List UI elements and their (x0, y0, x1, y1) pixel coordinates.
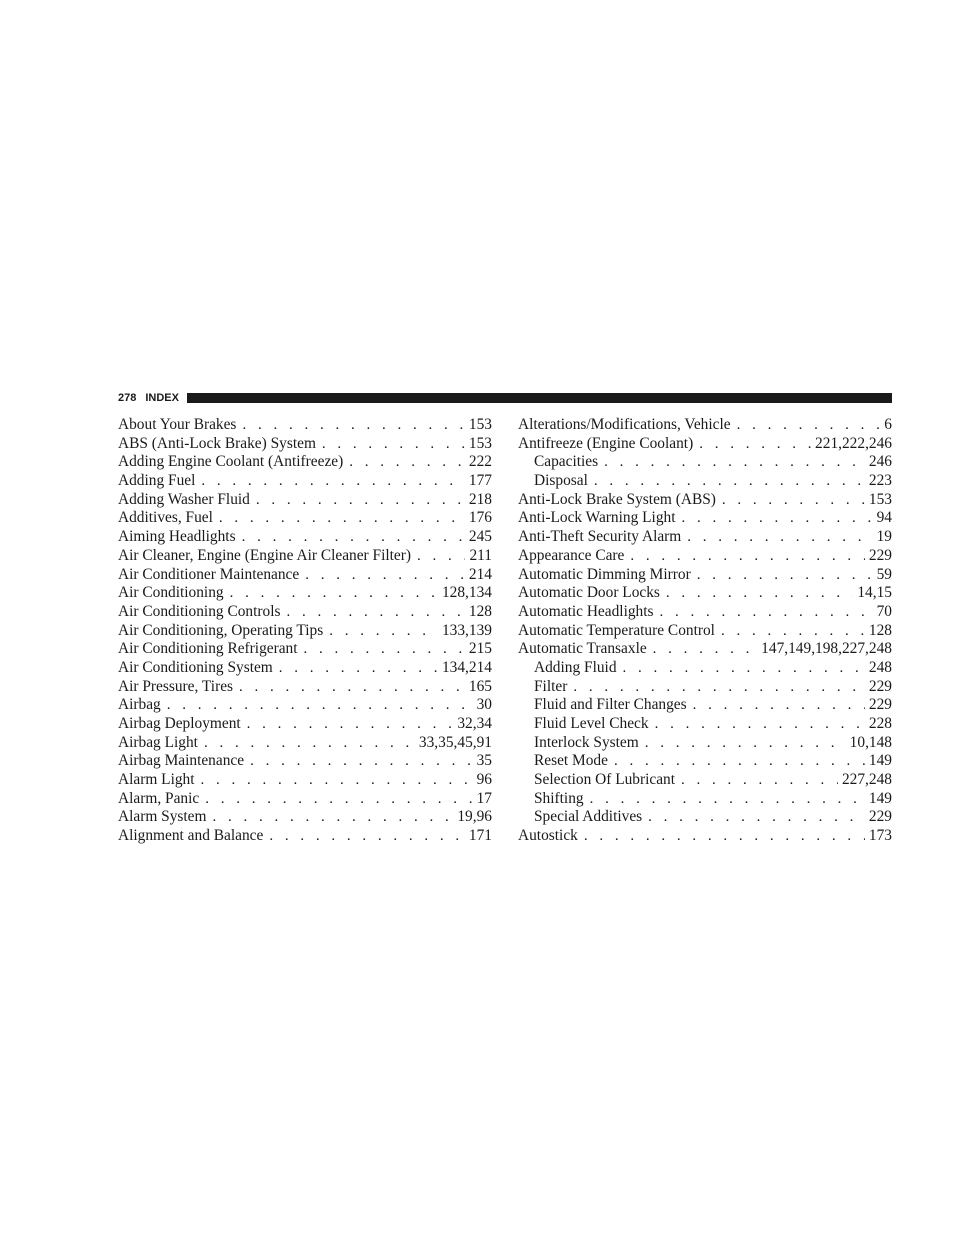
entry-label: Special Additives (534, 808, 643, 826)
dot-leader (239, 678, 465, 697)
entry-label: Appearance Care (518, 546, 625, 564)
page-header (118, 391, 892, 405)
entry-label: Air Conditioning Controls (118, 602, 281, 620)
dot-leader (697, 566, 873, 585)
dot-leader (417, 547, 465, 566)
dot-leader (681, 509, 872, 528)
entry-label: Automatic Temperature Control (518, 621, 715, 639)
page-reference: 171 (468, 827, 492, 845)
index-subentry (518, 678, 892, 697)
dot-leader (304, 640, 465, 659)
index-column-left (118, 416, 492, 846)
entry-label: Air Conditioning Refrigerant (118, 640, 298, 658)
index-subentry (518, 472, 892, 491)
page-reference: 229 (868, 696, 892, 714)
page-reference: 153 (468, 434, 492, 452)
index-entry (118, 509, 492, 528)
index-entry (518, 622, 892, 641)
page-reference: 222 (468, 453, 492, 471)
page-reference: 19,96 (457, 808, 492, 826)
section-title: INDEX (145, 392, 179, 404)
page-reference: 221,222,246 (815, 434, 892, 452)
index-entry (118, 640, 492, 659)
entry-label: Airbag (118, 696, 161, 714)
dot-leader (242, 416, 464, 435)
dot-leader (573, 678, 865, 697)
page-reference: 94 (876, 509, 892, 527)
dot-leader (722, 491, 865, 510)
entry-label: Adding Fluid (534, 658, 617, 676)
page-reference: 70 (876, 602, 892, 620)
entry-label: Antifreeze (Engine Coolant) (518, 434, 694, 452)
dot-leader (230, 584, 438, 603)
page-reference: 153 (468, 416, 492, 433)
entry-label: Alarm System (118, 808, 207, 826)
entry-label: Additives, Fuel (118, 509, 213, 527)
index-subentry (518, 771, 892, 790)
dot-leader (699, 435, 811, 454)
dot-leader (590, 790, 865, 809)
dot-leader (279, 659, 438, 678)
index-entry (118, 734, 492, 753)
index-subentry (518, 734, 892, 753)
index-entry (118, 491, 492, 510)
index-entry (518, 416, 892, 435)
index-subentry (518, 659, 892, 678)
index-entry (118, 622, 492, 641)
page-reference: 128 (868, 621, 892, 639)
dot-leader (204, 734, 415, 753)
index-entry (118, 696, 492, 715)
page-reference: 149 (868, 752, 892, 770)
page-reference: 32,34 (457, 715, 492, 732)
index-entry (118, 566, 492, 585)
entry-label: Air Conditioner Maintenance (118, 565, 300, 583)
page-reference: 176 (468, 509, 492, 527)
entry-label: Alarm, Panic (118, 789, 200, 807)
entry-label: Reset Mode (534, 752, 608, 770)
header-rule (187, 393, 892, 403)
dot-leader (604, 453, 865, 472)
entry-label: Alarm Light (118, 771, 195, 789)
index-entry (118, 584, 492, 603)
dot-leader (247, 715, 454, 734)
dot-leader (286, 603, 464, 622)
page-reference: 215 (468, 640, 492, 658)
dot-leader (737, 416, 881, 435)
page-reference: 173 (868, 827, 892, 845)
dot-leader (614, 752, 865, 771)
dot-leader (648, 808, 865, 827)
index-subentry (518, 453, 892, 472)
dot-leader (681, 771, 838, 790)
index-entry (518, 547, 892, 566)
entry-label: Alterations/Modifications, Vehicle (518, 416, 731, 433)
page-reference: 134,214 (441, 658, 492, 676)
page-reference: 35 (476, 752, 492, 770)
entry-label: Adding Washer Fluid (118, 490, 250, 508)
index-entry (518, 827, 892, 846)
page-reference: 248 (868, 658, 892, 676)
entry-label: Interlock System (534, 733, 639, 751)
page-reference: 6 (884, 416, 892, 433)
dot-leader (205, 790, 472, 809)
entry-label: Selection Of Lubricant (534, 771, 676, 789)
page-number: 278 (118, 392, 137, 404)
dot-leader (653, 640, 758, 659)
page-reference: 165 (468, 677, 492, 695)
index-entry (518, 584, 892, 603)
entry-label: Anti-Theft Security Alarm (518, 528, 682, 546)
entry-label: Filter (534, 677, 568, 695)
dot-leader (213, 808, 454, 827)
entry-label: Air Cleaner, Engine (Engine Air Cleaner Filter) (118, 546, 411, 564)
page-reference: 10,148 (849, 733, 892, 751)
dot-leader (269, 827, 465, 846)
dot-leader (594, 472, 865, 491)
page-reference: 229 (868, 808, 892, 826)
dot-leader (645, 734, 846, 753)
page-reference: 227,248 (841, 771, 892, 789)
page-reference: 218 (468, 490, 492, 508)
entry-label: Fluid and Filter Changes (534, 696, 687, 714)
entry-label: Airbag Maintenance (118, 752, 245, 770)
dot-leader (687, 528, 872, 547)
entry-label: Air Conditioning (118, 584, 224, 602)
index-entry (118, 453, 492, 472)
index-entry (518, 603, 892, 622)
entry-label: Automatic Door Locks (518, 584, 660, 602)
page-reference: 246 (868, 453, 892, 471)
dot-leader (167, 696, 473, 715)
page-reference: 96 (476, 771, 492, 789)
entry-label: Autostick (518, 827, 578, 845)
page-reference: 228 (868, 715, 892, 732)
dot-leader (201, 771, 473, 790)
entry-label: Automatic Headlights (518, 602, 654, 620)
index-entry (518, 528, 892, 547)
dot-leader (305, 566, 465, 585)
page-reference: 149 (868, 789, 892, 807)
page-reference: 59 (876, 565, 892, 583)
dot-leader (219, 509, 465, 528)
page-reference: 128,134 (441, 584, 492, 602)
page-reference: 128 (468, 602, 492, 620)
index-entry (118, 752, 492, 771)
page-reference: 229 (868, 546, 892, 564)
page-reference: 30 (476, 696, 492, 714)
index-entry (118, 472, 492, 491)
index-entry (118, 715, 492, 734)
page-reference: 229 (868, 677, 892, 695)
index-entry (518, 435, 892, 454)
index-subentry (518, 696, 892, 715)
dot-leader (329, 622, 438, 641)
dot-leader (349, 453, 465, 472)
index-entry (118, 435, 492, 454)
index-entry (118, 678, 492, 697)
index-entry (118, 416, 492, 435)
page-reference: 14,15 (857, 584, 892, 602)
dot-leader (693, 696, 865, 715)
page-reference: 147,149,198,227,248 (761, 640, 892, 658)
entry-label: Adding Engine Coolant (Antifreeze) (118, 453, 344, 471)
dot-leader (666, 584, 853, 603)
entry-label: Air Conditioning, Operating Tips (118, 621, 324, 639)
entry-label: Capacities (534, 453, 599, 471)
entry-label: Shifting (534, 789, 584, 807)
entry-label: Fluid Level Check (534, 715, 649, 732)
dot-leader (256, 491, 465, 510)
dot-leader (322, 435, 465, 454)
dot-leader (630, 547, 865, 566)
index-entry (118, 808, 492, 827)
entry-label: Aiming Headlights (118, 528, 236, 546)
entry-label: Air Pressure, Tires (118, 677, 234, 695)
index-subentry (518, 808, 892, 827)
index-entry (118, 659, 492, 678)
page-reference: 245 (468, 528, 492, 546)
index-column-right (518, 416, 892, 846)
entry-label: Anti-Lock Brake System (ABS) (518, 490, 716, 508)
index-subentry (518, 790, 892, 809)
index-entry (118, 603, 492, 622)
index-entry (518, 491, 892, 510)
entry-label: Alignment and Balance (118, 827, 264, 845)
index-entry (118, 528, 492, 547)
entry-label: About Your Brakes (118, 416, 237, 433)
page-reference: 223 (868, 472, 892, 490)
dot-leader (660, 603, 873, 622)
page-reference: 177 (468, 472, 492, 490)
entry-label: Air Conditioning System (118, 658, 273, 676)
page-reference: 153 (868, 490, 892, 508)
page-reference: 214 (468, 565, 492, 583)
index-entry (118, 771, 492, 790)
index-entry (118, 790, 492, 809)
entry-label: Airbag Light (118, 733, 198, 751)
dot-leader (250, 752, 473, 771)
entry-label: Automatic Dimming Mirror (518, 565, 691, 583)
entry-label: ABS (Anti-Lock Brake) System (118, 434, 316, 452)
dot-leader (655, 715, 865, 734)
index-entry (518, 566, 892, 585)
entry-label: Anti-Lock Warning Light (518, 509, 676, 527)
entry-label: Disposal (534, 472, 588, 490)
page-reference: 19 (876, 528, 892, 546)
dot-leader (242, 528, 465, 547)
index-entry (118, 547, 492, 566)
entry-label: Adding Fuel (118, 472, 196, 490)
index-entry (518, 509, 892, 528)
dot-leader (201, 472, 465, 491)
dot-leader (584, 827, 865, 846)
index-subentry (518, 752, 892, 771)
page-reference: 211 (469, 546, 492, 564)
index-entry (118, 827, 492, 846)
entry-label: Automatic Transaxle (518, 640, 647, 658)
index-entry (518, 640, 892, 659)
dot-leader (721, 622, 865, 641)
page-reference: 33,35,45,91 (418, 733, 492, 751)
page-reference: 133,139 (441, 621, 492, 639)
index-subentry (518, 715, 892, 734)
dot-leader (623, 659, 865, 678)
entry-label: Airbag Deployment (118, 715, 241, 732)
page-reference: 17 (476, 789, 492, 807)
